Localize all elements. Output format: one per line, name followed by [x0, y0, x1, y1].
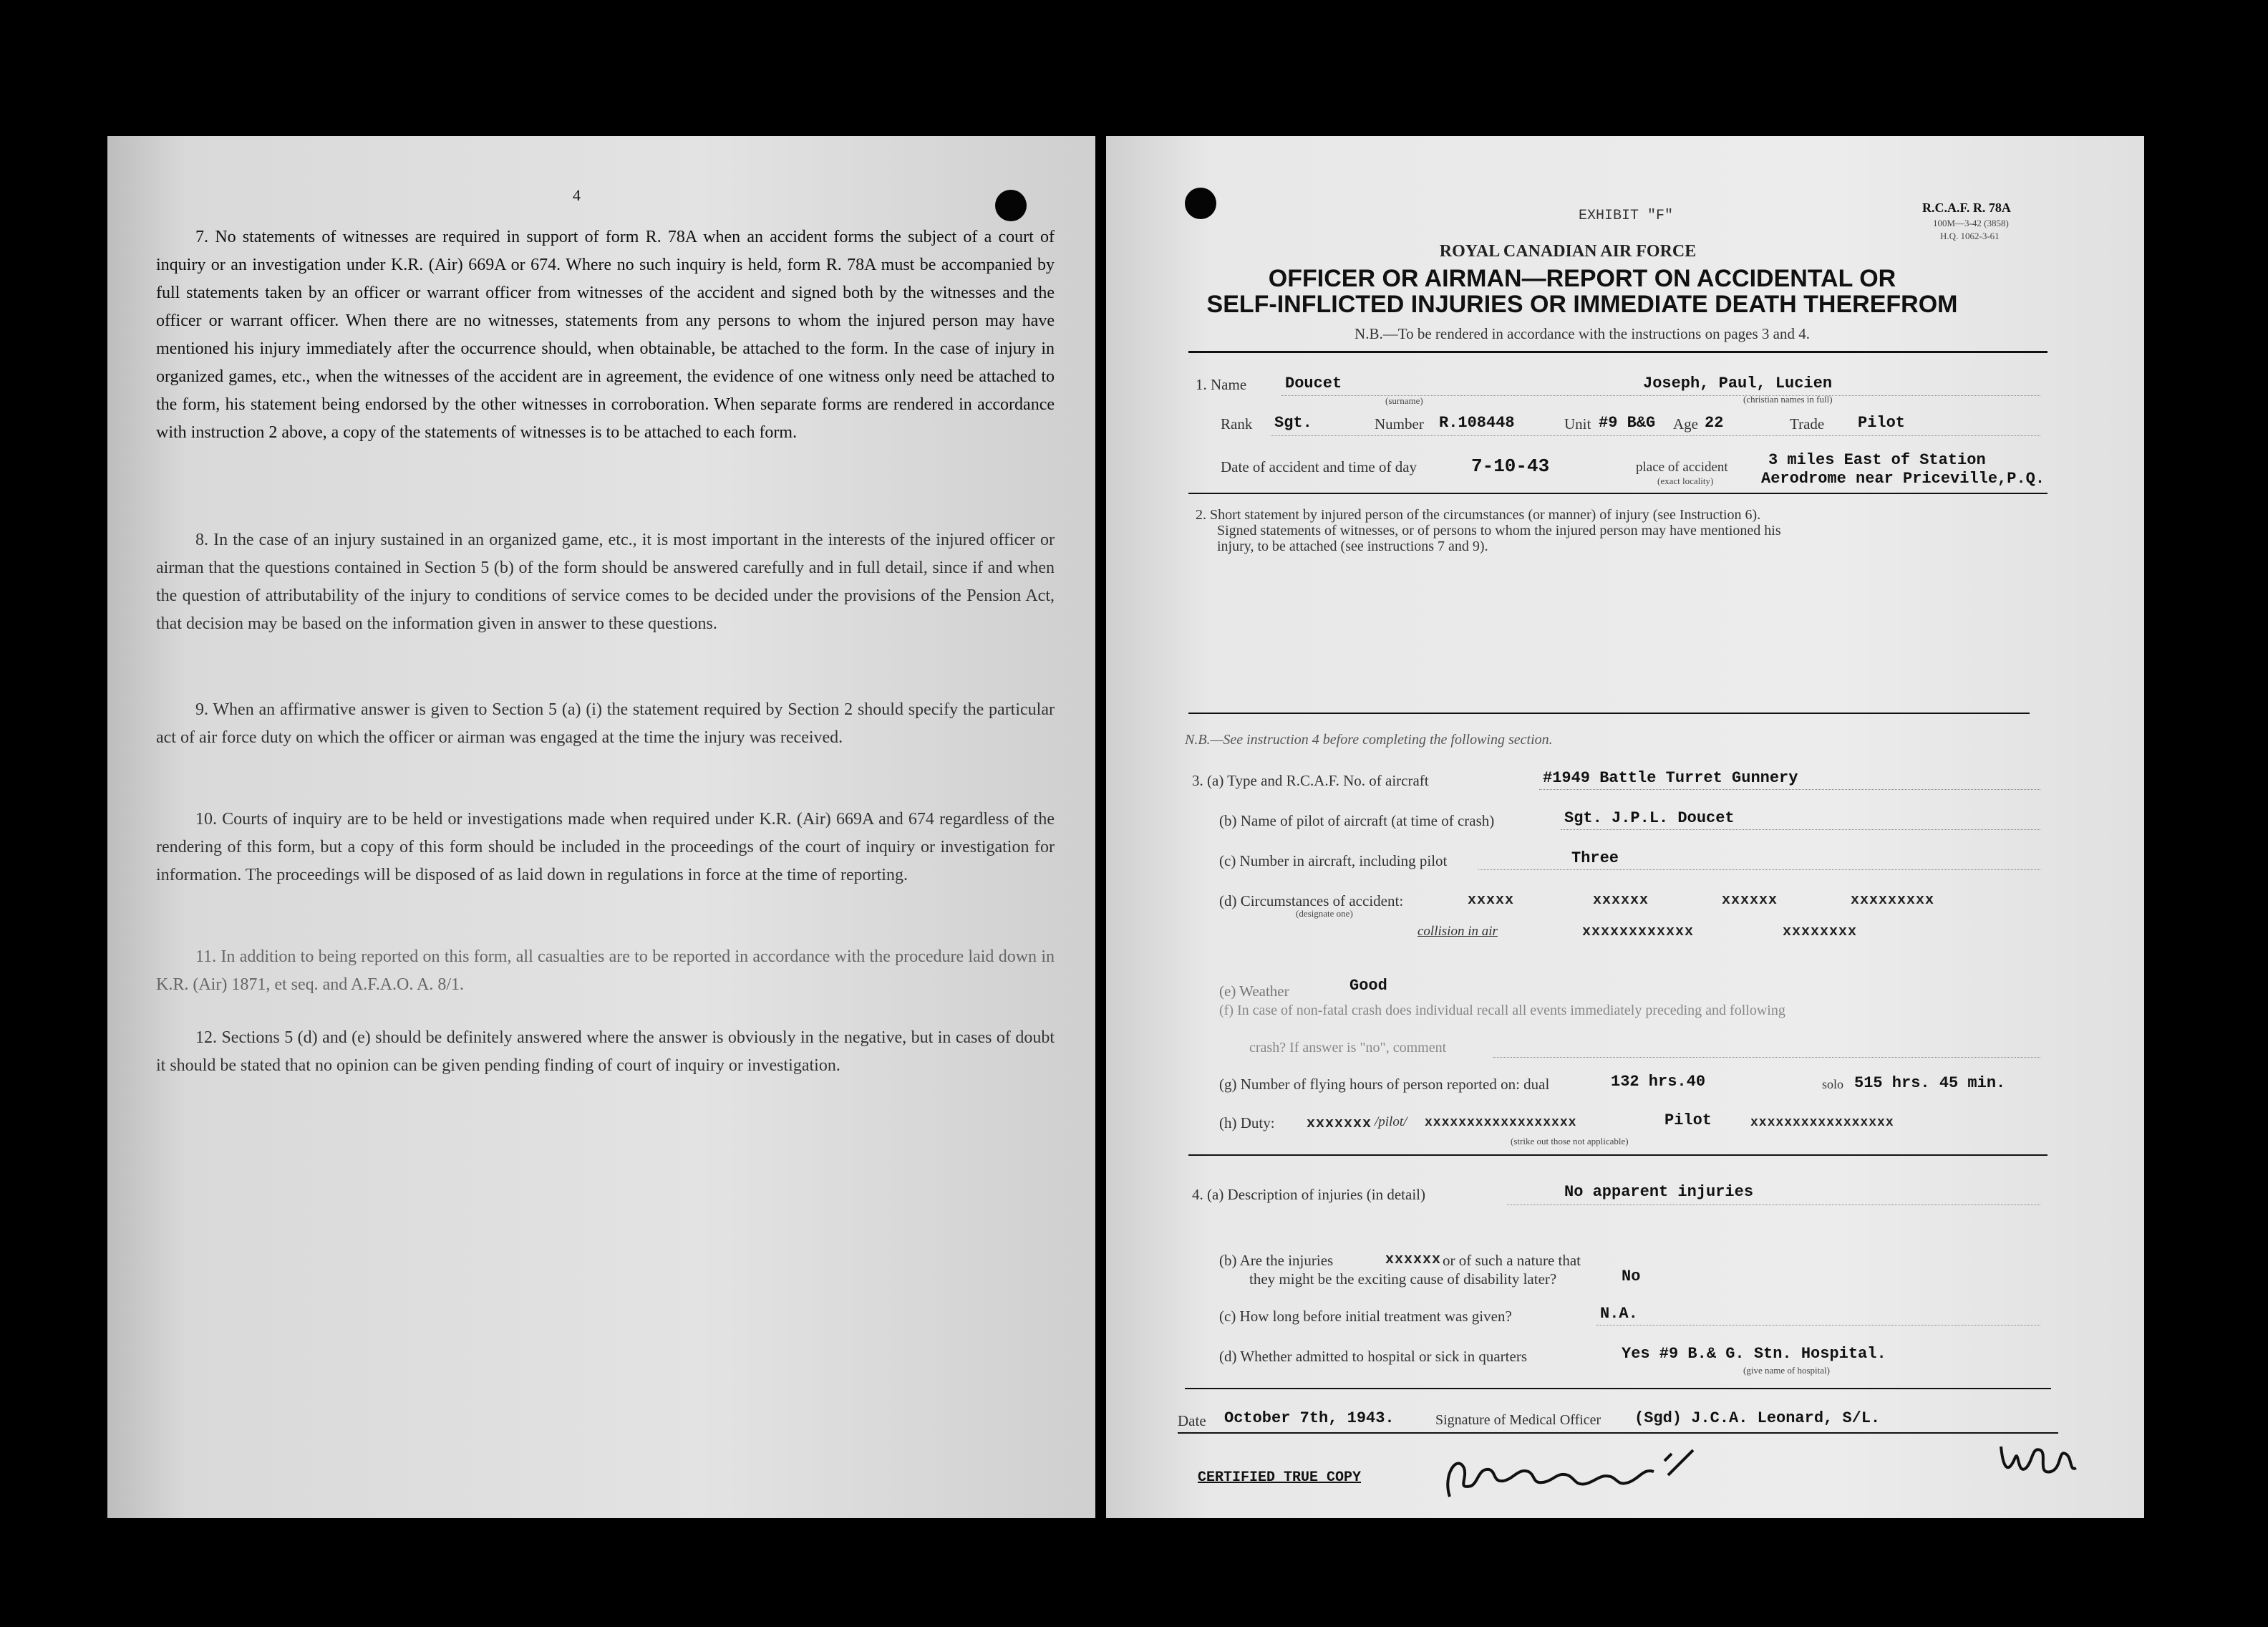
section-2-rule [1188, 713, 2030, 714]
form-ref-2: 100M—3-42 (3858) [1933, 218, 2009, 228]
left-page [107, 136, 1095, 1518]
number-in-aircraft-label: (c) Number in aircraft, including pilot [1219, 852, 1448, 869]
trade-value: Pilot [1858, 414, 1906, 432]
duty-caption: (strike out those not applicable) [1511, 1136, 1629, 1146]
trade-label: Trade [1790, 415, 1825, 433]
number-in-aircraft-value: Three [1571, 849, 1619, 867]
handwritten-signature [1435, 1447, 1736, 1504]
struck-option-3: xxxxxx [1722, 892, 1778, 909]
struck-option-4: xxxxxxxxx [1851, 892, 1935, 909]
paragraph-text: When an affirmative answer is given to Section 5 (a) (i) the statement required by Section 2 should specify the particular act of air force duty on which the officer or airman was engaged at the time the injury was received. [156, 700, 1055, 747]
place-of-accident-label: place of accident [1636, 460, 1728, 475]
recall-line [1493, 1057, 2040, 1058]
paragraph-text: In addition to being reported on this form, all casualties are to be reported in accordance with the procedure laid down in K.R. (Air) 1871, et seq. and A.F.A.O. A. 8/1. [156, 947, 1055, 994]
aircraft-line [1539, 789, 2040, 790]
paragraph-12 [156, 1024, 1055, 1080]
flying-hours-solo: 515 hrs. 45 min. [1854, 1074, 2006, 1092]
section-1-rule [1188, 493, 2048, 494]
treatment-label: (c) How long before initial treatment was given? [1219, 1308, 1512, 1325]
form-instructions-note: N.B.—To be rendered in accordance with the instructions on pages 3 and 4. [1354, 325, 1810, 342]
paragraph-8 [156, 526, 1055, 638]
pilot-line [1561, 829, 2040, 830]
solo-label: solo [1822, 1077, 1844, 1091]
org-name: ROYAL CANADIAN AIR FORCE [1439, 242, 1697, 261]
section-2-line-2: Signed statements of witnesses, or of persons to whom the injured person may have mentioned his [1217, 523, 1781, 539]
disability-struck: xxxxxx [1385, 1252, 1442, 1268]
hospital-caption: (give name of hospital) [1743, 1365, 1830, 1376]
unit-label: Unit [1564, 415, 1591, 433]
place-line-1: 3 miles East of Station [1768, 451, 1986, 469]
certified-copy-stamp: CERTIFIED TRUE COPY [1198, 1469, 1362, 1486]
struck-option-1: xxxxx [1468, 892, 1515, 909]
flying-hours-label: (g) Number of flying hours of person reported on: dual [1219, 1076, 1550, 1093]
pilot-name-value: Sgt. J.P.L. Doucet [1564, 809, 1735, 827]
rank-value: Sgt. [1274, 414, 1312, 432]
section-note: N.B.—See instruction 4 before completing the following section. [1185, 732, 1553, 748]
struck-option-5: xxxxxxxxxxxx [1582, 924, 1695, 940]
treatment-value: N.A. [1600, 1305, 1638, 1323]
section-3-rule [1188, 1154, 2048, 1156]
disability-question-1b: or of such a nature that [1443, 1252, 1581, 1269]
place-line-2: Aerodrome near Priceville,P.Q. [1761, 470, 2045, 488]
duty-struck-1: xxxxxxx [1307, 1116, 1372, 1132]
hospital-label: (d) Whether admitted to hospital or sick in quarters [1219, 1348, 1527, 1365]
paragraph-10 [156, 806, 1055, 889]
given-names-caption: (christian names in full) [1743, 394, 1833, 405]
paragraph-number: 12. [195, 1028, 217, 1047]
paragraph-number: 11. [195, 947, 217, 966]
injuries-label: 4. (a) Description of injuries (in detail) [1192, 1186, 1425, 1203]
circumstances-caption: (designate one) [1296, 908, 1353, 919]
paragraph-text: Courts of inquiry are to be held or investigations made when required under K.R. (Air) 669A and 674 regardless of the rendering of this form, but a copy of this form should be included in the proceedings of the court of inquiry or investigation for information. The proceedings will be disposed of as laid down in regulations in force at the time of reporting. [156, 810, 1055, 884]
given-names-value: Joseph, Paul, Lucien [1643, 375, 1833, 392]
section-2-line-1: 2. Short statement by injured person of the circumstances (or manner) of injury (see Instruction 6). [1196, 507, 1761, 523]
date-value: October 7th, 1943. [1224, 1409, 1395, 1427]
injuries-value: No apparent injuries [1564, 1183, 1754, 1201]
paragraph-9 [156, 696, 1055, 752]
paragraph-number: 10. [195, 810, 217, 829]
disability-question-2: they might be the exciting cause of disability later? [1249, 1270, 1557, 1288]
struck-option-6: xxxxxxxx [1783, 924, 1858, 940]
signature-value: (Sgd) J.C.A. Leonard, S/L. [1634, 1409, 1881, 1427]
rank-line [1271, 435, 2040, 436]
paragraph-number: 9. [195, 700, 208, 719]
paragraph-number: 7. [195, 228, 208, 246]
name-line [1281, 395, 2040, 396]
name-label: 1. Name [1196, 376, 1247, 393]
signature-rule [1178, 1432, 2058, 1434]
page-number: 4 [573, 186, 581, 204]
date-of-accident-value: 7-10-43 [1471, 455, 1550, 477]
right-page [1106, 136, 2144, 1518]
header-rule [1188, 351, 2048, 353]
injuries-line [1507, 1204, 2040, 1205]
paragraph-text: No statements of witnesses are required in support of form R. 78A when an accident forms the subject of a court of inquiry or an investigation under K.R. (Air) 669A or 674. Where no such inquiry is held, form R. 78A must be accompanied by full statements taken by an officer or warrant officer from witnesses of the accident and signed both by the witnesses and the officer or warrant officer. When there are no witnesses, statements from any persons to whom the injured person may have mentioned his injury immediately after the occurrence should, when obtainable, be attached to the form. In the case of injury in organized games, etc., when the witnesses of the accident are in agreement, the evidence of one witness only need be attached to the form, his statement being endorsed by the other witnesses in corroboration. When separate forms are rendered in accordance with instruction 2 above, a copy of the statements of witnesses is to be attached to each form. [156, 228, 1055, 442]
circumstances-label: (d) Circumstances of accident: [1219, 892, 1404, 909]
form-ref-1: R.C.A.F. R. 78A [1922, 201, 2011, 215]
flying-hours-dual: 132 hrs.40 [1611, 1073, 1706, 1091]
collision-in-air-label: collision in air [1418, 924, 1498, 939]
surname-caption: (surname) [1385, 395, 1423, 406]
paragraph-text: Sections 5 (d) and (e) should be definitely answered where the answer is obviously in the negative, but in cases of doubt it should be stated that no opinion can be given pending finding of court of inquiry or investigation. [156, 1028, 1055, 1075]
exhibit-label: EXHIBIT "F" [1579, 208, 1674, 224]
duty-pilot-label: /pilot/ [1375, 1114, 1407, 1129]
paragraph-7 [156, 223, 1055, 447]
rank-label: Rank [1221, 415, 1253, 433]
treatment-line [1596, 1325, 2040, 1326]
punch-hole [995, 190, 1027, 221]
pilot-name-label: (b) Name of pilot of aircraft (at time of crash) [1219, 812, 1495, 829]
disability-value: No [1622, 1268, 1641, 1285]
surname-value: Doucet [1285, 375, 1342, 392]
hospital-value: Yes #9 B.& G. Stn. Hospital. [1622, 1345, 1886, 1363]
duty-struck-2: xxxxxxxxxxxxxxxxxx [1425, 1116, 1577, 1130]
unit-value: #9 B&G [1599, 414, 1656, 432]
form-title-line-2: SELF-INFLICTED INJURIES OR IMMEDIATE DEATH THEREFROM [1206, 291, 1958, 318]
signature-label: Signature of Medical Officer [1435, 1412, 1601, 1428]
paragraph-11 [156, 943, 1055, 999]
place-caption: (exact locality) [1657, 475, 1714, 486]
aircraft-type-value: #1949 Battle Turret Gunnery [1543, 769, 1798, 787]
disability-question-1a: (b) Are the injuries [1219, 1252, 1334, 1269]
paragraph-number: 8. [195, 531, 208, 549]
initials-mark [1997, 1425, 2083, 1490]
form-ref-3: H.Q. 1062-3-61 [1940, 231, 2000, 241]
section-4-rule [1185, 1388, 2051, 1389]
form-title-line-1: OFFICER OR AIRMAN—REPORT ON ACCIDENTAL OR [1268, 265, 1896, 292]
duty-value: Pilot [1664, 1111, 1712, 1129]
recall-question-1: (f) In case of non-fatal crash does individual recall all events immediately preceding and following [1219, 1003, 1785, 1018]
aircraft-type-label: 3. (a) Type and R.C.A.F. No. of aircraft [1192, 772, 1429, 789]
struck-option-2: xxxxxx [1593, 892, 1649, 909]
duty-struck-3: xxxxxxxxxxxxxxxxx [1750, 1116, 1894, 1130]
duty-label: (h) Duty: [1219, 1114, 1275, 1131]
age-value: 22 [1705, 414, 1724, 432]
number-line [1478, 869, 2040, 870]
date-of-accident-label: Date of accident and time of day [1221, 458, 1418, 475]
age-label: Age [1673, 415, 1698, 433]
section-2-line-3: injury, to be attached (see instructions 7 and 9). [1217, 539, 1488, 554]
punch-hole [1185, 188, 1216, 219]
weather-value: Good [1349, 977, 1387, 995]
date-label: Date [1178, 1412, 1206, 1429]
paragraph-text: In the case of an injury sustained in an organized game, etc., it is most important in the interests of the injured officer or airman that the questions contained in Section 5 (b) of the form should be answered carefully and in full detail, since if and when the question of attributability of the injury to conditions of service comes to be decided under the provisions of the Pension Act, that decision may be based on the information given in answer to these questions. [156, 531, 1055, 633]
number-value: R.108448 [1439, 414, 1515, 432]
weather-label: (e) Weather [1219, 983, 1289, 1000]
recall-question-2: crash? If answer is "no", comment [1249, 1040, 1447, 1056]
number-label: Number [1375, 415, 1424, 433]
